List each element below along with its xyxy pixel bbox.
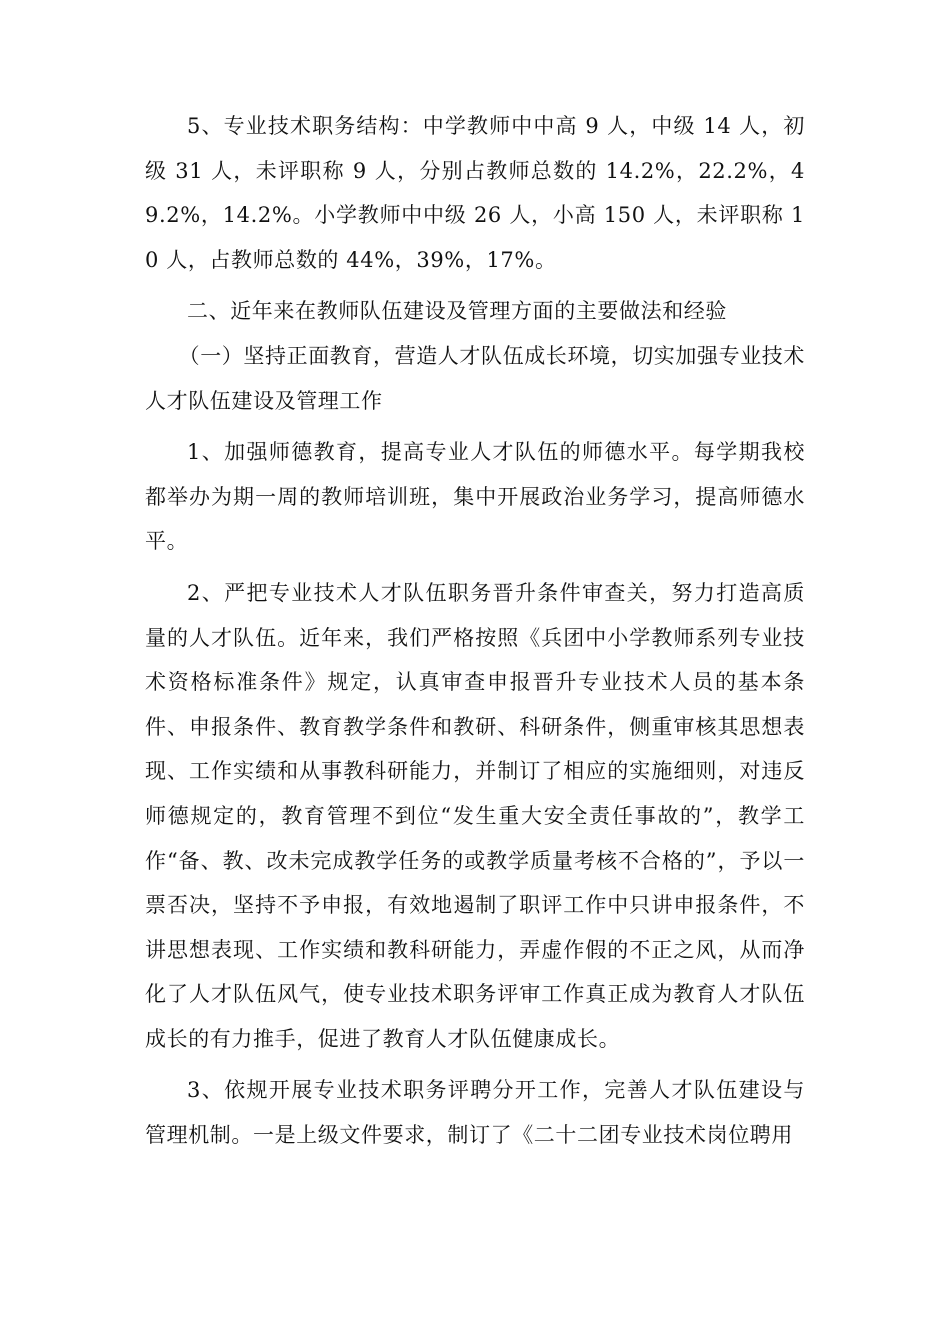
document-body [145,104,805,1158]
paragraph-ethics-education: 1、加强师德教育，提高专业人才队伍的师德水平。每学期我校都举办为期一周的教师培训班，集中开展政治业务学习，提高师德水平。 [145,440,805,554]
paragraph-professional-structure: 5、专业技术职务结构：中学教师中中高 9 人，中级 14 人，初级 31 人，未评职称 9 人，分别占教师总数的 14.2%，22.2%，49.2%，14.2%。小学教师中中级 26 人，小高 150 人，未评职称 10 人，占教师总数的 44%，39%，17%。 [145,114,805,272]
paragraph-separate-evaluation: 3、依规开展专业技术职务评聘分开工作，完善人才队伍建设与管理机制。一是上级文件要求，制订了《二十二团专业技术岗位聘用 [145,1078,805,1148]
paragraph-promotion-review: 2、严把专业技术人才队伍职务晋升条件审查关，努力打造高质量的人才队伍。近年来，我们严格按照《兵团中小学教师系列专业技术资格标准条件》规定，认真审查申报晋升专业技术人员的基本条件、申报条件、教育教学条件和教研、科研条件，侧重审核其思想表现、工作实绩和从事教科研能力，并制订了相应的实施细则，对违反师德规定的，教育管理不到位“发生重大安全责任事故的”，教学工作“备、教、改未完成教学任务的或教学质量考核不合格的”，予以一票否决，坚持不予申报，有效地遏制了职评工作中只讲申报条件，不讲思想表现、工作实绩和教科研能力，弄虚作假的不正之风，从而净化了人才队伍风气，使专业技术职务评审工作真正成为教育人才队伍成长的有力推手，促进了教育人才队伍健康成长。 [145,580,805,1051]
section-heading-practices: 二、近年来在教师队伍建设及管理方面的主要做法和经验 [187,299,727,324]
subsection-heading-positive-education: （一）坚持正面教育，营造人才队伍成长环境，切实加强专业技术人才队伍建设及管理工作 [145,343,805,413]
